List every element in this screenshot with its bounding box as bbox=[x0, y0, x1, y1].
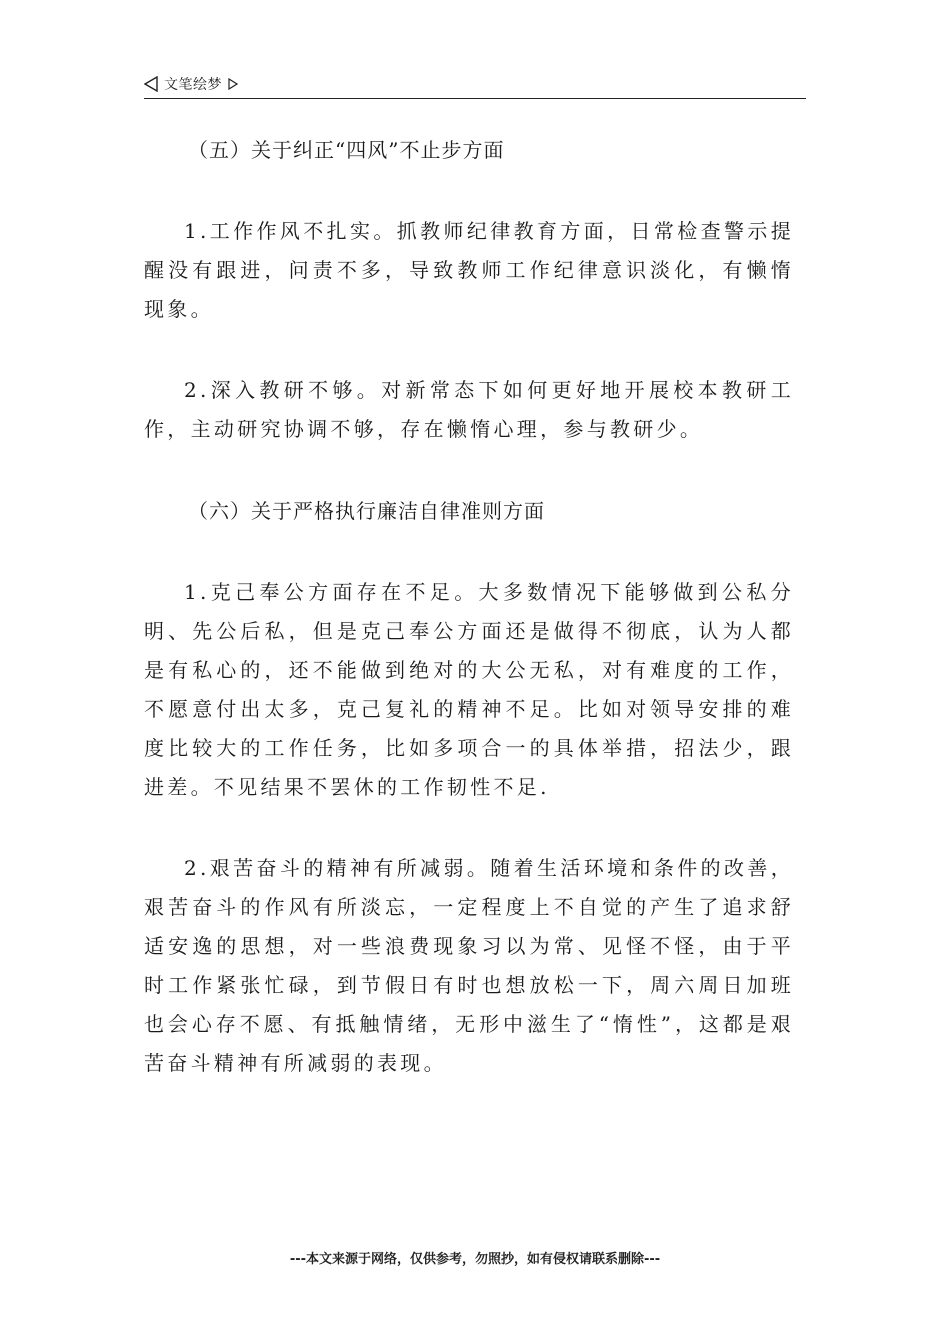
paragraph-5-2: 2.深入教研不够。对新常态下如何更好地开展校本教研工作，主动研究协调不够，存在懒惰心理，参与教研少。 bbox=[144, 378, 794, 441]
brand-name: 文笔绘梦 bbox=[164, 77, 222, 93]
document-body bbox=[144, 130, 794, 1083]
triangle-left-icon bbox=[144, 76, 158, 92]
page-header bbox=[144, 72, 806, 99]
brand bbox=[144, 74, 238, 94]
footer-notice: ---本文来源于网络，仅供参考，勿照抄，如有侵权请联系删除--- bbox=[289, 1252, 661, 1267]
triangle-right-icon bbox=[228, 78, 238, 90]
paragraph-6-1: 1.克己奉公方面存在不足。大多数情况下能够做到公私分明、先公后私，但是克己奉公方面还是做得不彻底，认为人都是有私心的，还不能做到绝对的大公无私，对有难度的工作，不愿意付出太多，克己复礼的精神不足。比如对领导安排的难度比较大的工作任务，比如多项合一的具体举措，招法少，跟进差。不见结果不罢休的工作韧性不足. bbox=[144, 580, 794, 799]
paragraph-6-2: 2.艰苦奋斗的精神有所减弱。随着生活环境和条件的改善，艰苦奋斗的作风有所淡忘，一定程度上不自觉的产生了追求舒适安逸的思想，对一些浪费现象习以为常、见怪不怪，由于平时工作紧张忙碌，到节假日有时也想放松一下，周六周日加班也会心存不愿、有抵触情绪，无形中滋生了“惰性”，这都是艰苦奋斗精神有所减弱的表现。 bbox=[144, 856, 794, 1075]
paragraph-5-1: 1.工作作风不扎实。抓教师纪律教育方面，日常检查警示提醒没有跟进，问责不多，导致教师工作纪律意识淡化，有懒惰现象。 bbox=[144, 219, 794, 321]
section-title-6: （六）关于严格执行廉洁自律准则方面 bbox=[188, 499, 545, 523]
section-title-5: （五）关于纠正“四风”不止步方面 bbox=[188, 138, 505, 162]
